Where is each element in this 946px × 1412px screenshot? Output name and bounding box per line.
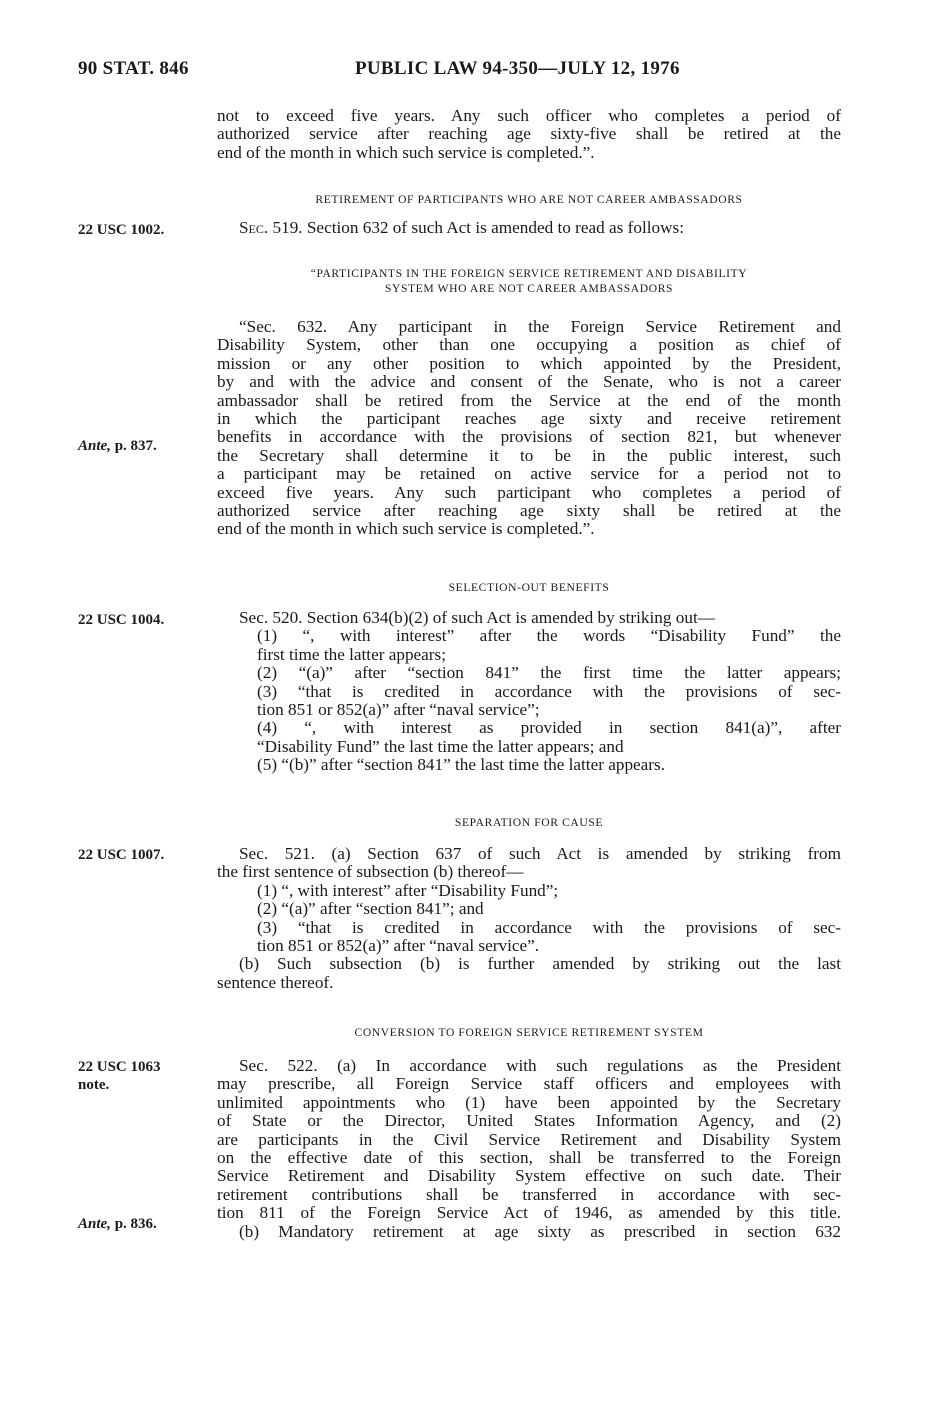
- text-line: may prescribe, all Foreign Service staff officers and employees with: [217, 1074, 841, 1094]
- heading-line: “PARTICIPANTS IN THE FOREIGN SERVICE RETIREMENT AND DISABILITY: [310, 267, 748, 280]
- margin-note-ante-label: Ante,: [78, 1216, 111, 1232]
- list-item-line: (2) “(a)” after “section 841”; and: [257, 899, 484, 919]
- list-item-line: “Disability Fund” the last time the latter appears; and: [257, 736, 624, 756]
- section-519: [217, 219, 841, 237]
- running-header-title: PUBLIC LAW 94-350—JULY 12, 1976: [355, 58, 680, 79]
- section-522: [217, 1057, 841, 1241]
- section-632-text: [217, 318, 841, 539]
- text-line: (b) Mandatory retirement at age sixty as prescribed in section 632: [239, 1221, 841, 1241]
- list-item-line: first time the latter appears;: [257, 644, 446, 664]
- section-heading-conversion: CONVERSION TO FOREIGN SERVICE RETIREMENT SYSTEM: [354, 1026, 704, 1039]
- text-line: authorized service after reaching age sixty-five shall be retired at the: [217, 124, 841, 144]
- text-line: the Secretary shall determine it to be in the public interest, such: [217, 445, 841, 465]
- margin-note-usc-1004: 22 USC 1004.: [78, 612, 165, 628]
- list-item-line: (5) “(b)” after “section 841” the last time the latter appears.: [257, 755, 666, 775]
- margin-note-ante-836: [78, 1215, 157, 1233]
- text-line: Disability System, other than one occupying a position as chief of: [217, 335, 841, 355]
- text-line: (b) Such subsection (b) is further amended by striking out the last: [239, 954, 841, 974]
- text-line: unlimited appointments who (1) have been appointed by the Secretary: [217, 1092, 841, 1112]
- list-item-line: (4) “, with interest as provided in section 841(a)”, after: [257, 718, 841, 738]
- text-line: [217, 219, 841, 237]
- margin-note-usc-1063-line1: 22 USC 1063: [78, 1059, 161, 1075]
- list-item-line: (1) “, with interest” after the words “Disability Fund” the: [257, 626, 841, 646]
- text-line: exceed five years. Any such participant who completes a period of: [217, 482, 841, 502]
- margin-note-usc-1007: 22 USC 1007.: [78, 847, 165, 863]
- text-line: retirement contributions shall be transferred in accordance with sec-: [217, 1184, 841, 1204]
- margin-note-usc-1063: [78, 1058, 161, 1094]
- text-line: mission or any other position to which appointed by the President,: [217, 353, 841, 373]
- text-line: in which the participant reaches age sixty and receive retirement: [217, 409, 841, 429]
- text-line: a participant may be retained on active service for a period not to: [217, 464, 841, 484]
- list-item-line: (1) “, with interest” after “Disability Fund”;: [257, 880, 559, 900]
- text-line: ambassador shall be retired from the Service at the end of the month: [217, 390, 841, 410]
- text-line: authorized service after reaching age sixty shall be retired at the: [217, 501, 841, 521]
- text-line: tion 811 of the Foreign Service Act of 1946, as amended by this title.: [217, 1203, 841, 1223]
- text-line: not to exceed five years. Any such officer who completes a period of: [217, 106, 841, 125]
- text-line: end of the month in which such service is completed.”.: [217, 142, 595, 162]
- section-520: [217, 609, 841, 775]
- text-line: “Sec. 632. Any participant in the Foreign Service Retirement and: [239, 317, 841, 336]
- list-item-line: (2) “(a)” after “section 841” the first time the latter appears;: [257, 663, 841, 683]
- margin-note-page-ref: p. 836.: [110, 1216, 157, 1232]
- list-item-line: (3) “that is credited in accordance with the provisions of sec-: [257, 681, 841, 701]
- section-521: [217, 845, 841, 992]
- list-item-line: tion 851 or 852(a)” after “naval service”;: [257, 700, 540, 720]
- text-line: Sec. 521. (a) Section 637 of such Act is amended by striking from: [239, 844, 841, 863]
- text-line: by and with the advice and consent of the Senate, who is not a career: [217, 372, 841, 392]
- text-line: benefits in accordance with the provisions of section 821, but whenever: [217, 427, 841, 447]
- section-heading-retirement: RETIREMENT OF PARTICIPANTS WHO ARE NOT CAREER AMBASSADORS: [315, 193, 743, 206]
- list-item-line: (3) “that is credited in accordance with the provisions of sec-: [257, 917, 841, 937]
- text-line: sentence thereof.: [217, 972, 334, 992]
- text-line: of State or the Director, United States Information Agency, and (2): [217, 1111, 841, 1131]
- text-line: end of the month in which such service is completed.”.: [217, 519, 595, 539]
- continued-paragraph: [217, 107, 841, 162]
- section-heading-selection-out: SELECTION-OUT BENEFITS: [448, 581, 610, 594]
- sec-text: 519. Section 632 of such Act is amended to read as follows:: [268, 218, 684, 237]
- sec-label: Sec.: [239, 218, 269, 237]
- text-line: Service Retirement and Disability System effective on such date. Their: [217, 1166, 841, 1186]
- margin-note-usc-1063-line2: note.: [78, 1077, 110, 1093]
- section-heading-participants: [217, 266, 841, 296]
- text-line: Sec. 522. (a) In accordance with such regulations as the President: [239, 1056, 841, 1075]
- margin-note-page-ref: p. 837.: [110, 438, 157, 454]
- heading-line: SYSTEM WHO ARE NOT CAREER AMBASSADORS: [384, 282, 674, 295]
- text-line: Sec. 520. Section 634(b)(2) of such Act is amended by striking out—: [239, 608, 715, 627]
- section-heading-separation: SEPARATION FOR CAUSE: [454, 816, 604, 829]
- text-line: the first sentence of subsection (b) thereof—: [217, 862, 524, 882]
- text-line: are participants in the Civil Service Retirement and Disability System: [217, 1129, 841, 1149]
- list-item-line: tion 851 or 852(a)” after “naval service”.: [257, 936, 540, 956]
- text-line: on the effective date of this section, shall be transferred to the Foreign: [217, 1148, 841, 1168]
- margin-note-ante-label: Ante,: [78, 438, 111, 454]
- statute-page-number: 90 STAT. 846: [78, 58, 189, 79]
- margin-note-ante-837: [78, 437, 157, 455]
- margin-note-usc-1002: 22 USC 1002.: [78, 222, 165, 238]
